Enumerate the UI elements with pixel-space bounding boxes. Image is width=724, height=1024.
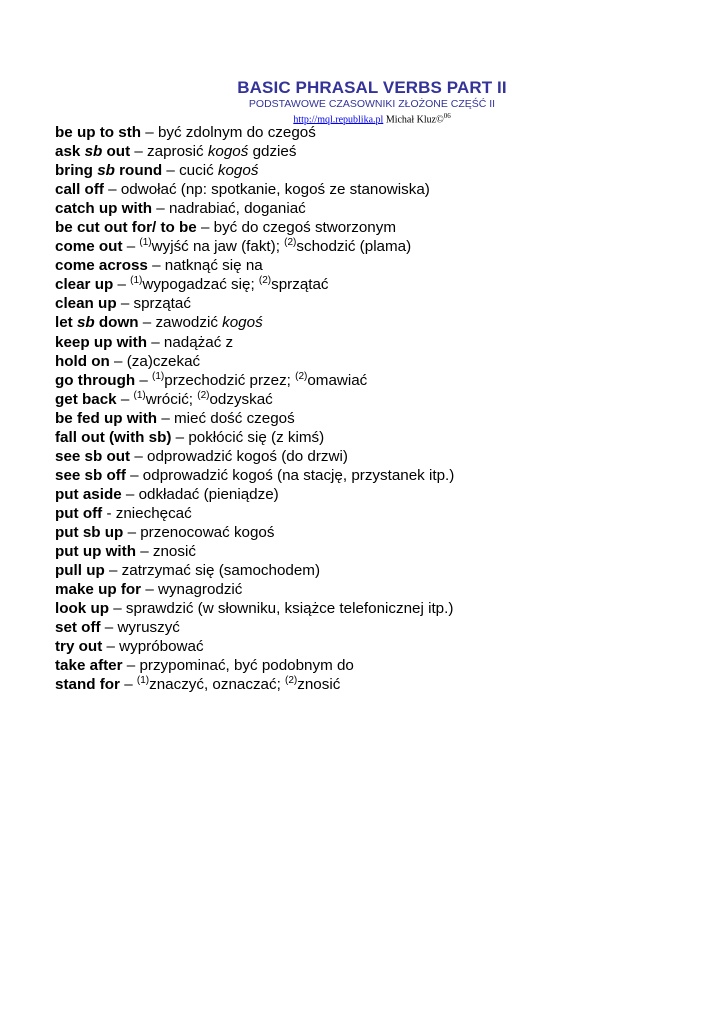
translation-text: znosić [152, 543, 196, 561]
translation-text: zaprosić [147, 143, 208, 161]
phrasal-verb [55, 124, 141, 141]
translation-text: przechodzić przez; [164, 371, 296, 389]
translation-text: odzyskać [209, 390, 273, 408]
translation-text: wrócić; [145, 390, 198, 408]
phrasal-verb-entry [55, 485, 715, 504]
verb-text: be up to sth [55, 124, 142, 141]
translation-text: zawodzić [155, 314, 223, 332]
translation-text: natknąć się na [164, 257, 263, 275]
phrasal-verb-entry [55, 618, 715, 637]
author-website-link[interactable]: http://mql.republika.pl [293, 114, 384, 126]
verb-text: come across [55, 257, 148, 275]
phrasal-verb-entry [55, 142, 715, 161]
translation [119, 638, 203, 655]
translation [147, 143, 296, 160]
phrasal-verb [55, 200, 152, 217]
verb-text: put off [55, 504, 103, 522]
phrasal-verb-entry [55, 218, 715, 237]
translation-text: odwołać (np: spotkanie, kogoś ze stanowiska) [120, 181, 430, 199]
phrasal-verb [55, 467, 126, 484]
phrasal-verb [55, 429, 171, 446]
phrasal-verb-entry [55, 123, 715, 142]
verb-text: call off [55, 181, 104, 199]
separator-dash: – [138, 314, 156, 332]
sense-number: (1) [139, 237, 152, 249]
phrasal-verb-entry [55, 637, 715, 656]
translation [116, 505, 192, 522]
separator-dash: – [121, 485, 139, 503]
translation [134, 391, 273, 408]
phrasal-verb-entry [55, 466, 715, 485]
translation-text: nadążać z [163, 333, 234, 351]
verb-text: let [55, 314, 77, 332]
translation-text: być do czegoś stworzonym [213, 219, 396, 237]
verb-text: see sb out [55, 447, 131, 465]
verb-text: bring [55, 162, 98, 180]
phrasal-verb [55, 543, 136, 560]
phrasal-verb [55, 314, 139, 331]
phrasal-verb-entry [55, 523, 715, 542]
translation [188, 429, 324, 446]
separator-dash: – [152, 200, 169, 218]
separator-dash: – [113, 276, 131, 294]
verb-text: round [114, 162, 163, 180]
phrasal-verb [55, 257, 148, 274]
placeholder-word: kogoś [207, 143, 249, 161]
verb-text: go through [55, 371, 136, 389]
verb-text: stand for [55, 676, 120, 694]
phrasal-verb [55, 295, 117, 312]
verb-text: come out [55, 238, 123, 256]
translation [139, 486, 279, 503]
placeholder-word: kogoś [222, 314, 263, 332]
verb-text: fall out (with sb) [55, 428, 172, 446]
separator-dash: – [130, 447, 148, 465]
sense-number: (2) [284, 237, 297, 249]
phrasal-verb [55, 448, 130, 465]
translation [140, 524, 274, 541]
phrasal-verb-list [55, 123, 715, 694]
separator-dash: – [157, 409, 174, 427]
phrasal-verb [55, 391, 117, 408]
verb-text: put aside [55, 485, 122, 503]
verb-text: get back [55, 390, 117, 408]
translation-text: nadrabiać, doganiać [168, 200, 306, 218]
translation [117, 619, 179, 636]
phrasal-verb [55, 219, 197, 236]
phrasal-verb [55, 505, 102, 522]
verb-text: put up with [55, 543, 136, 561]
translation-text: odprowadzić kogoś (do drzwi) [147, 447, 348, 465]
verb-text: clear up [55, 276, 114, 294]
document-header [0, 78, 724, 126]
separator-dash: – [102, 638, 120, 656]
separator-dash: – [104, 562, 122, 580]
verb-text: set off [55, 619, 101, 637]
translation-text: przypominać, być podobnym do [139, 657, 354, 675]
phrasal-verb-entry [55, 409, 715, 428]
translation [137, 676, 340, 693]
translation [169, 200, 306, 217]
verb-text: put sb up [55, 523, 124, 541]
translation-text: znaczyć, oznaczać; [149, 676, 286, 694]
separator-dash: – [135, 543, 153, 561]
translation-text: pokłócić się (z kimś) [188, 428, 325, 446]
phrasal-verb [55, 619, 101, 636]
separator-dash: – [100, 619, 118, 637]
verb-text: keep up with [55, 333, 147, 351]
verb-text: pull up [55, 562, 105, 580]
translation-text: sprzątać [133, 295, 191, 313]
phrasal-verb [55, 238, 123, 255]
separator-dash: – [162, 162, 180, 180]
phrasal-verb-entry [55, 294, 715, 313]
translation [158, 581, 242, 598]
placeholder-word: sb [76, 314, 95, 332]
phrasal-verb [55, 353, 110, 370]
translation [130, 276, 328, 293]
separator-dash: – [146, 333, 164, 351]
verb-text: hold on [55, 352, 110, 370]
phrasal-verb [55, 181, 104, 198]
separator-dash: – [196, 219, 214, 237]
translation [152, 372, 367, 389]
verb-text: make up for [55, 581, 142, 599]
placeholder-word: sb [97, 162, 115, 180]
phrasal-verb-entry [55, 352, 715, 371]
verb-text: try out [55, 638, 103, 656]
translation-text: odprowadzić kogoś (na stację, przystanek itp.) [142, 466, 455, 484]
translation-text: zatrzymać się (samochodem) [121, 562, 321, 580]
translation-text: zniechęcać [115, 504, 192, 522]
phrasal-verb [55, 334, 147, 351]
verb-text: clean up [55, 295, 117, 313]
separator-dash: – [109, 600, 126, 618]
sense-number: (1) [136, 675, 150, 687]
translation [121, 181, 430, 198]
separator-dash: – [171, 428, 189, 446]
separator-dash: - [102, 504, 116, 522]
phrasal-verb [55, 486, 122, 503]
translation [122, 562, 320, 579]
translation [147, 448, 348, 465]
verb-text: catch up with [55, 200, 153, 218]
sense-number: (1) [152, 370, 165, 382]
separator-dash: – [103, 181, 121, 199]
sense-number: (2) [285, 675, 298, 687]
document-subtitle: PODSTAWOWE CZASOWNIKI ZŁOŻONE CZĘŚĆ II [248, 98, 496, 110]
phrasal-verb-entry [55, 333, 715, 352]
translation [179, 162, 258, 179]
translation [153, 543, 196, 560]
translation-text: mieć dość czegoś [173, 409, 295, 427]
translation [164, 334, 233, 351]
copyright-mark: © [436, 114, 444, 126]
sense-number: (2) [295, 370, 308, 382]
sense-number: (2) [258, 275, 272, 287]
sense-number: (2) [197, 389, 210, 401]
phrasal-verb-entry [55, 180, 715, 199]
phrasal-verb [55, 562, 105, 579]
phrasal-verb-entry [55, 580, 715, 599]
translation-text: omawiać [307, 371, 368, 389]
placeholder-word: kogoś [217, 162, 259, 180]
separator-dash: – [119, 676, 137, 694]
verb-text: out [102, 143, 131, 161]
translation-text: sprawdzić (w słowniku, książce telefonicznej itp.) [125, 600, 454, 618]
phrasal-verb-entry [55, 675, 715, 694]
translation-text: wypróbować [119, 638, 204, 656]
translation [158, 124, 316, 141]
phrasal-verb [55, 276, 113, 293]
phrasal-verb [55, 162, 162, 179]
verb-text: down [94, 314, 139, 332]
placeholder-word: sb [84, 143, 103, 161]
phrasal-verb-entry [55, 599, 715, 618]
separator-dash: – [135, 371, 153, 389]
phrasal-verb [55, 676, 120, 693]
phrasal-verb-entry [55, 313, 715, 332]
verb-text: see sb off [55, 466, 126, 484]
verb-text: look up [55, 600, 109, 618]
translation-text: wypogadzać się; [142, 276, 259, 294]
phrasal-verb [55, 638, 102, 655]
phrasal-verb-entry [55, 390, 715, 409]
translation-text: przenocować kogoś [140, 523, 275, 541]
phrasal-verb-entry [55, 428, 715, 447]
translation-text: wyjść na jaw (fakt); [151, 238, 285, 256]
verb-text: be fed up with [55, 409, 158, 427]
verb-text: take after [55, 657, 123, 675]
translation-text: odkładać (pieniądze) [138, 485, 279, 503]
separator-dash: – [130, 143, 148, 161]
phrasal-verb [55, 410, 157, 427]
translation-text: (za)czekać [126, 352, 201, 370]
translation-text: wyruszyć [117, 619, 180, 637]
phrasal-verb-entry [55, 275, 715, 294]
translation [143, 467, 455, 484]
translation-text: być zdolnym do czegoś [157, 124, 316, 141]
separator-dash: – [122, 238, 140, 256]
author-name: Michał Kluz [385, 114, 437, 126]
translation [127, 353, 200, 370]
phrasal-verb-entry [55, 542, 715, 561]
translation [134, 295, 191, 312]
separator-dash: – [125, 466, 143, 484]
translation [139, 657, 353, 674]
translation-text: znosić [297, 676, 341, 694]
separator-dash: – [116, 390, 134, 408]
translation-text: wynagrodzić [157, 581, 243, 599]
phrasal-verb-entry [55, 199, 715, 218]
phrasal-verb-entry [55, 561, 715, 580]
sense-number: (1) [130, 275, 143, 287]
separator-dash: – [141, 124, 158, 141]
phrasal-verb [55, 600, 109, 617]
separator-dash: – [141, 581, 158, 599]
translation [165, 257, 263, 274]
phrasal-verb [55, 657, 123, 674]
translation-text: cucić [179, 162, 218, 180]
phrasal-verb [55, 372, 135, 389]
phrasal-verb [55, 581, 141, 598]
separator-dash: – [123, 523, 141, 541]
translation [174, 410, 295, 427]
phrasal-verb-entry [55, 161, 715, 180]
translation [126, 600, 454, 617]
phrasal-verb-entry [55, 656, 715, 675]
document-title: BASIC PHRASAL VERBS PART II [237, 78, 507, 97]
phrasal-verb-entry [55, 447, 715, 466]
copyright-year: 06 [443, 112, 451, 120]
phrasal-verb [55, 524, 123, 541]
sense-number: (1) [133, 389, 146, 401]
phrasal-verb-entry [55, 371, 715, 390]
verb-text: ask [55, 143, 85, 161]
translation [214, 219, 396, 236]
separator-dash: – [122, 657, 140, 675]
translation-text: sprzątać [271, 276, 329, 294]
phrasal-verb-entry [55, 504, 715, 523]
translation [139, 238, 411, 255]
translation-text: schodzić (plama) [296, 238, 412, 256]
verb-text: be cut out for/ to be [55, 219, 197, 237]
translation [155, 314, 262, 331]
separator-dash: – [147, 257, 165, 275]
phrasal-verb [55, 143, 130, 160]
phrasal-verb-entry [55, 237, 715, 256]
translation-text: gdzieś [248, 143, 297, 161]
phrasal-verb-entry [55, 256, 715, 275]
separator-dash: – [116, 295, 134, 313]
separator-dash: – [109, 352, 127, 370]
